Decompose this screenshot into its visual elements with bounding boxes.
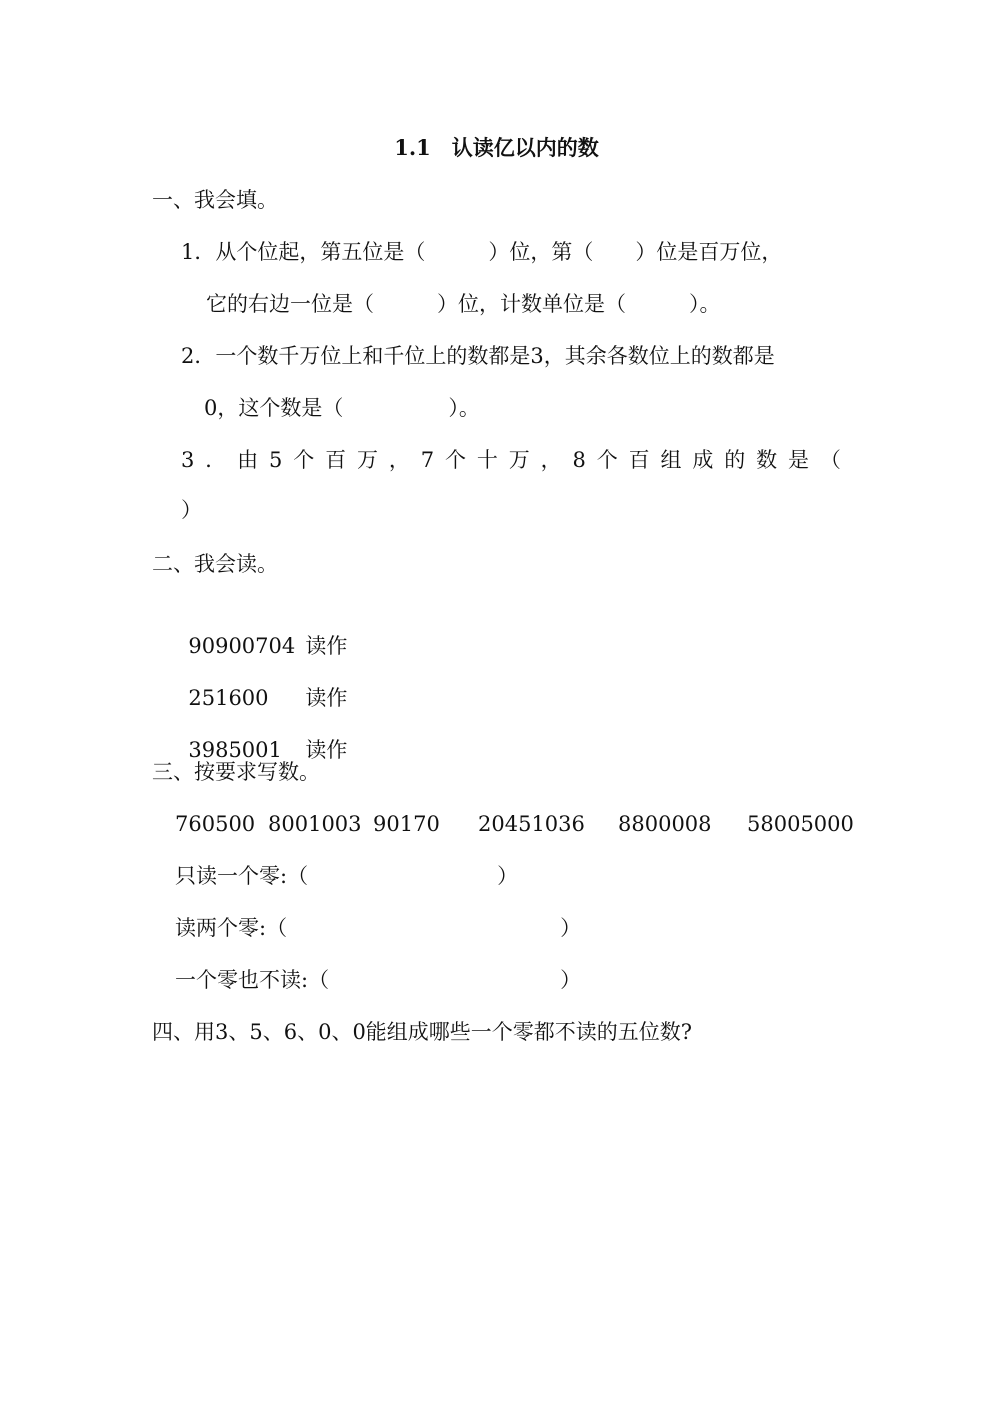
- read-row: [175, 653, 347, 713]
- number-item: 20451036: [478, 812, 585, 836]
- question-1-line-1: 1．从个位起，第五位是（ ）位，第（ ）位是百万位，: [181, 240, 783, 264]
- blank-one-zero: 只读一个零:（ ）: [175, 864, 519, 888]
- read-label: 读作: [305, 634, 348, 658]
- q3-token: 万: [508, 448, 530, 472]
- number-item: 8800008: [618, 812, 712, 836]
- q3-token: 百: [325, 448, 347, 472]
- q3-token: 3: [181, 448, 195, 472]
- number-item: 8001003: [268, 812, 362, 836]
- read-number: 3985001: [188, 738, 282, 762]
- q3-token: 的: [724, 448, 746, 472]
- read-label: 读作: [305, 738, 348, 762]
- q3-token: ．: [205, 448, 227, 472]
- q3-token: 成: [692, 448, 714, 472]
- page-title: 1.1 认读亿以内的数: [394, 135, 599, 160]
- number-item: 90170: [373, 812, 440, 836]
- q3-token: 组: [660, 448, 682, 472]
- section-2-heading: 二、我会读。: [152, 552, 278, 576]
- question-2-line-1: 2．一个数千万位上和千位上的数都是3，其余各数位上的数都是: [181, 344, 775, 368]
- q3-token: 百: [628, 448, 650, 472]
- section-4-heading: 四、用3、5、6、0、0能组成哪些一个零都不读的五位数?: [152, 1020, 693, 1044]
- q3-token: 是: [788, 448, 809, 472]
- question-2-line-2: 0，这个数是（ ）。: [204, 396, 480, 420]
- q3-token: 数: [756, 448, 778, 472]
- question-1-line-2: 它的右边一位是（ ）位，计数单位是（ ）。: [206, 292, 721, 316]
- blank-no-zero: 一个零也不读:（ ）: [175, 968, 582, 992]
- q3-token: 5: [269, 448, 283, 472]
- q3-token: 十: [476, 448, 498, 472]
- section-3-heading: 三、按要求写数。: [152, 760, 320, 784]
- q3-token: ，: [388, 448, 410, 472]
- read-row: [175, 705, 347, 765]
- q3-token: 7: [420, 448, 435, 472]
- number-item: 58005000: [747, 812, 854, 836]
- q3-token: 万: [357, 448, 378, 472]
- q3-token: 由: [237, 448, 259, 472]
- q3-token: （: [819, 448, 841, 472]
- number-item: 760500: [175, 812, 256, 836]
- question-3-line-2: ）: [181, 498, 202, 522]
- q3-token: 个: [596, 448, 618, 472]
- read-number: 251600: [188, 686, 269, 710]
- question-3-line-1: [181, 445, 841, 475]
- q3-token: 8: [572, 448, 586, 472]
- blank-two-zeros: 读两个零:（ ）: [175, 916, 582, 940]
- section-1-heading: 一、我会填。: [152, 188, 278, 212]
- read-number: 90900704: [188, 634, 296, 658]
- q3-token: ，: [540, 448, 562, 472]
- q3-token: 个: [293, 448, 315, 472]
- read-label: 读作: [305, 686, 348, 710]
- q3-token: 个: [445, 448, 466, 472]
- read-row: [175, 601, 347, 661]
